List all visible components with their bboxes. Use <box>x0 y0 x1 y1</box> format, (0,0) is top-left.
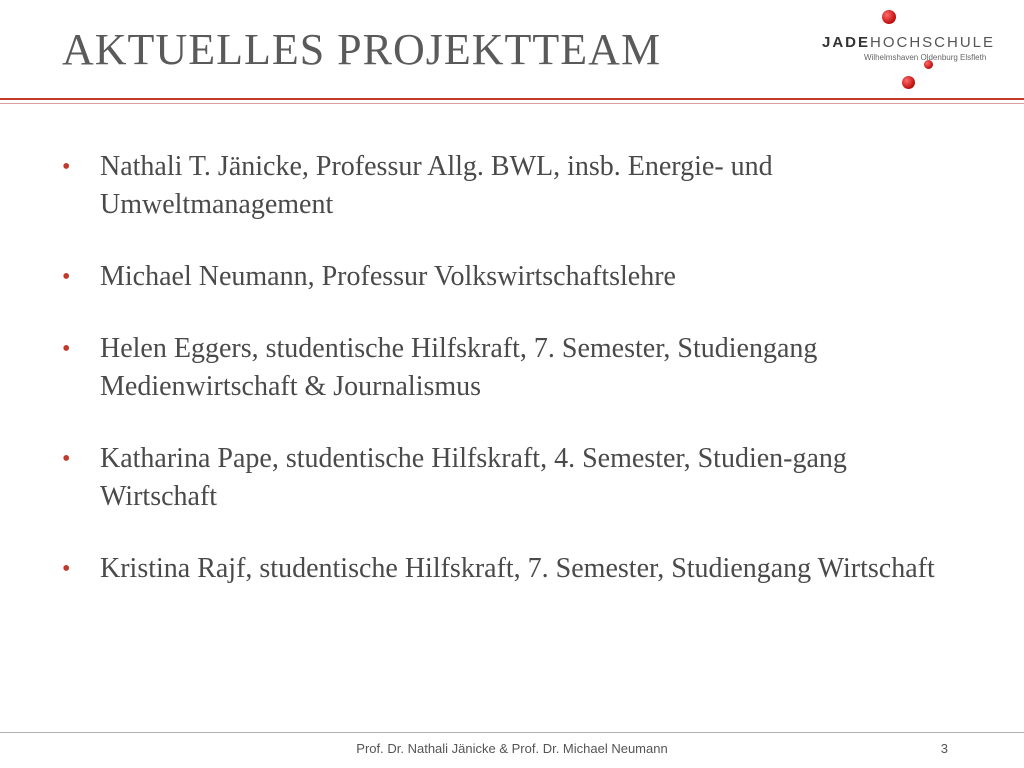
team-list <box>62 148 962 622</box>
footer-text: Prof. Dr. Nathali Jänicke & Prof. Dr. Michael Neumann <box>356 741 668 756</box>
bullet-icon: • <box>62 336 71 362</box>
page-number: 3 <box>940 741 948 756</box>
list-item: • Katharina Pape, studentische Hilfskraft, 4. Semester, Studien-gang Wirtschaft <box>62 440 962 516</box>
logo-dot-icon <box>902 76 915 89</box>
footer-divider <box>0 732 1024 733</box>
logo-subtitle: Wilhelmshaven Oldenburg Elsfleth <box>864 53 987 62</box>
list-item: • Helen Eggers, studentische Hilfskraft, 7. Semester, Studiengang Medienwirtschaft & Journalismus <box>62 330 962 406</box>
bullet-icon: • <box>62 446 71 472</box>
header-divider <box>0 98 1024 100</box>
list-item: • Kristina Rajf, studentische Hilfskraft, 7. Semester, Studiengang Wirtschaft <box>62 550 962 588</box>
bullet-icon: • <box>62 154 71 180</box>
list-item: • Nathali T. Jänicke, Professur Allg. BWL, insb. Energie- und Umweltmanagement <box>62 148 962 224</box>
bullet-icon: • <box>62 556 71 582</box>
list-item: • Michael Neumann, Professur Volkswirtschaftslehre <box>62 258 962 296</box>
header-divider-thin <box>0 103 1024 104</box>
jade-hochschule-logo <box>820 8 1010 93</box>
logo-dot-icon <box>882 10 896 24</box>
logo-name: JADEHOCHSCHULE <box>822 34 996 51</box>
slide-title: AKTUELLES PROJEKTTEAM <box>62 25 662 74</box>
bullet-icon: • <box>62 264 71 290</box>
